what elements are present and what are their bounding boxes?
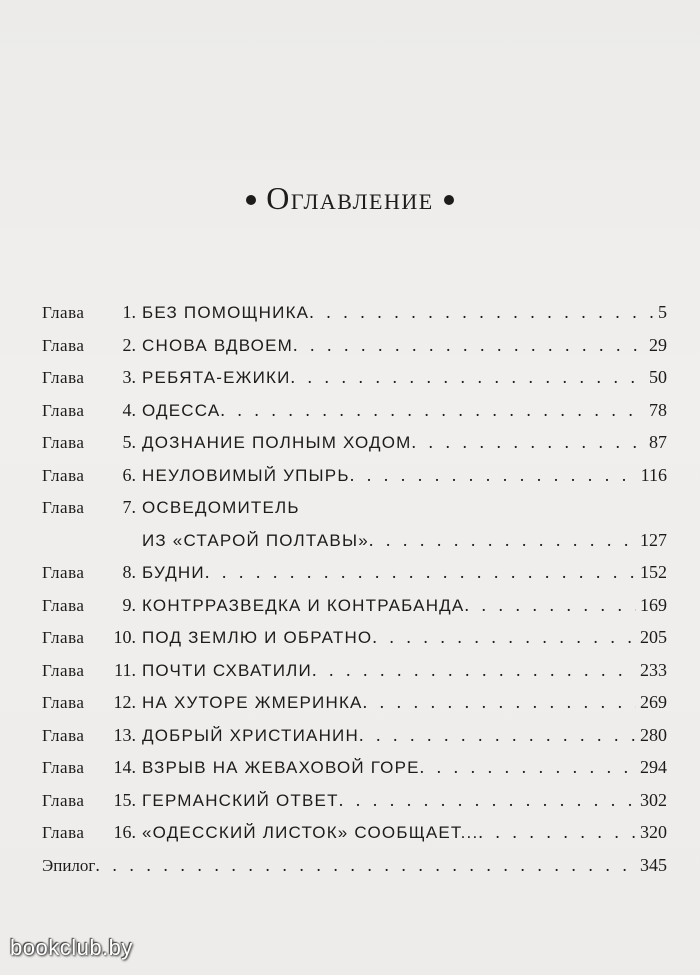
page-number: 50 bbox=[649, 367, 667, 387]
bullet-right-icon bbox=[444, 195, 454, 205]
dot-leader bbox=[95, 855, 636, 876]
watermark: bookclub.by bbox=[10, 935, 133, 960]
page-number: 127 bbox=[640, 529, 667, 550]
chapter-prefix: Глава bbox=[42, 465, 85, 485]
chapter-number: 14. bbox=[113, 757, 136, 777]
chapter-prefix: Глава bbox=[42, 498, 85, 517]
page-number: 233 bbox=[640, 659, 667, 680]
chapter-prefix: Глава bbox=[42, 303, 85, 322]
dot-leader bbox=[312, 660, 636, 681]
chapter-prefix: Глава bbox=[42, 693, 85, 712]
dot-leader bbox=[464, 595, 636, 616]
page-number: 269 bbox=[640, 692, 667, 712]
toc-entry[interactable] bbox=[42, 822, 667, 855]
dot-leader bbox=[363, 692, 636, 713]
chapter-title: ДОЗНАНИЕ ПОЛНЫМ ХОДОМ bbox=[142, 433, 412, 452]
dot-leader bbox=[359, 725, 636, 746]
chapter-prefix: Глава bbox=[42, 400, 85, 420]
toc-entry[interactable] bbox=[42, 465, 667, 498]
chapter-title: ВЗРЫВ НА ЖЕВАХОВОЙ ГОРЕ bbox=[142, 758, 420, 777]
page-number: 29 bbox=[649, 334, 667, 355]
chapter-number: 5. bbox=[122, 432, 136, 452]
dot-leader bbox=[293, 335, 645, 356]
dot-leader bbox=[369, 530, 636, 551]
toc-entry[interactable] bbox=[42, 725, 667, 758]
page-number: 280 bbox=[640, 724, 667, 745]
chapter-title: НА ХУТОРЕ ЖМЕРИНКА bbox=[142, 693, 363, 712]
chapter-number: 8. bbox=[122, 562, 136, 582]
dot-leader bbox=[220, 400, 645, 421]
chapter-prefix: Глава bbox=[42, 595, 85, 615]
chapter-title: ОСВЕДОМИТЕЛЬ bbox=[142, 498, 300, 517]
chapter-title: ДОБРЫЙ ХРИСТИАНИН bbox=[142, 725, 359, 745]
chapter-title: НЕУЛОВИМЫЙ УПЫРЬ bbox=[142, 465, 350, 485]
page-number: 302 bbox=[640, 789, 667, 810]
chapter-number: 3. bbox=[122, 367, 136, 387]
toc-entry[interactable] bbox=[42, 660, 667, 693]
chapter-number: 1. bbox=[122, 302, 136, 322]
toc-entry[interactable] bbox=[42, 627, 667, 660]
dot-leader bbox=[420, 757, 636, 778]
chapter-prefix: Глава bbox=[42, 725, 85, 745]
chapter-number: 16. bbox=[113, 822, 136, 842]
chapter-title: ОДЕССА bbox=[142, 400, 221, 420]
chapter-number: 10. bbox=[113, 627, 136, 647]
toc-heading-text: Оглавление bbox=[266, 180, 434, 216]
chapter-prefix: Глава bbox=[42, 563, 85, 582]
dot-leader bbox=[339, 790, 636, 811]
chapter-prefix: Глава bbox=[42, 368, 85, 387]
page-number: 87 bbox=[649, 432, 667, 452]
chapter-title: ПОД ЗЕМЛЮ И ОБРАТНО bbox=[142, 628, 373, 647]
dot-leader bbox=[309, 302, 654, 323]
toc-entry-continuation[interactable] bbox=[42, 530, 667, 563]
page-number: 152 bbox=[640, 562, 667, 582]
chapter-prefix: Глава bbox=[42, 433, 85, 452]
page-number: 78 bbox=[649, 399, 667, 420]
toc-entry[interactable] bbox=[42, 692, 667, 725]
chapter-title: ПОЧТИ СХВАТИЛИ bbox=[142, 660, 312, 680]
toc-entry[interactable] bbox=[42, 335, 667, 368]
chapter-title: РЕБЯТА-ЕЖИКИ bbox=[142, 368, 291, 387]
toc-entry[interactable] bbox=[42, 497, 667, 530]
page-number: 345 bbox=[640, 854, 667, 875]
dot-leader bbox=[372, 627, 636, 648]
dot-leader bbox=[291, 367, 645, 388]
chapter-number: 2. bbox=[122, 334, 136, 355]
page-number: 116 bbox=[640, 464, 667, 485]
dot-leader bbox=[350, 465, 637, 486]
chapter-title: КОНТРРАЗВЕДКА И КОНТРАБАНДА bbox=[142, 595, 465, 615]
toc-entry[interactable] bbox=[42, 562, 667, 595]
page-number: 205 bbox=[640, 627, 667, 647]
chapter-title: «ОДЕССКИЙ ЛИСТОК» СООБЩАЕТ... bbox=[142, 823, 479, 842]
page-number: 5 bbox=[658, 302, 667, 322]
chapter-number: 15. bbox=[113, 789, 136, 810]
chapter-prefix: Глава bbox=[42, 335, 85, 355]
epilogue-title: Эпилог bbox=[42, 855, 96, 875]
toc-entry[interactable] bbox=[42, 595, 667, 628]
chapter-title: БЕЗ ПОМОЩНИКА bbox=[142, 303, 310, 322]
toc-entry[interactable] bbox=[42, 757, 667, 790]
chapter-number: 13. bbox=[113, 724, 136, 745]
chapter-number: 4. bbox=[122, 399, 136, 420]
chapter-title: БУДНИ bbox=[142, 563, 205, 582]
chapter-title-continued: ИЗ «СТАРОЙ ПОЛТАВЫ» bbox=[142, 530, 369, 550]
chapter-prefix: Глава bbox=[42, 790, 85, 810]
toc-entry[interactable] bbox=[42, 432, 667, 465]
page-number: 294 bbox=[640, 757, 667, 777]
chapter-prefix: Глава bbox=[42, 758, 85, 777]
chapter-number: 11. bbox=[114, 659, 136, 680]
toc-entry[interactable] bbox=[42, 400, 667, 433]
page-number: 320 bbox=[640, 822, 667, 842]
chapter-number: 12. bbox=[113, 692, 136, 712]
chapter-title: ГЕРМАНСКИЙ ОТВЕТ bbox=[142, 790, 339, 810]
page-number: 169 bbox=[640, 594, 667, 615]
chapter-number: 6. bbox=[122, 464, 136, 485]
chapter-prefix: Глава bbox=[42, 823, 85, 842]
table-of-contents bbox=[42, 302, 667, 887]
dot-leader bbox=[478, 822, 636, 843]
bullet-left-icon bbox=[246, 195, 256, 205]
chapter-number: 9. bbox=[122, 594, 136, 615]
chapter-prefix: Глава bbox=[42, 660, 85, 680]
dot-leader bbox=[412, 432, 645, 453]
chapter-title: СНОВА ВДВОЕМ bbox=[142, 335, 293, 355]
toc-entry[interactable] bbox=[42, 302, 667, 335]
chapter-prefix: Глава bbox=[42, 628, 85, 647]
chapter-number: 7. bbox=[122, 497, 136, 517]
toc-entry[interactable] bbox=[42, 790, 667, 823]
toc-entry-epilogue[interactable] bbox=[42, 855, 667, 888]
toc-entry[interactable] bbox=[42, 367, 667, 400]
dot-leader bbox=[205, 562, 636, 583]
toc-heading bbox=[0, 180, 700, 217]
